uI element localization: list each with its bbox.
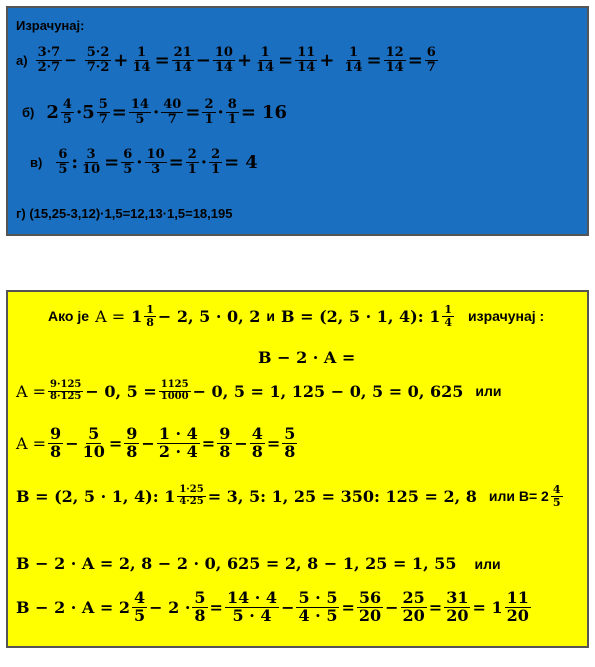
fraction: $\frac{5}{8}$ bbox=[194, 588, 206, 625]
fraction: $\frac{4}{8}$ bbox=[251, 424, 263, 461]
fraction: $\frac{5 \cdot 5}{4 \cdot 5}$ bbox=[298, 588, 338, 625]
fraction: $\frac{9}{8}$ bbox=[126, 424, 138, 461]
fraction: $\frac{10}{14}$ bbox=[214, 45, 233, 75]
result-decimal: B − 2 · A = 2, 8 − 2 · 0, 625 = 2, 8 − 1, 25 = 1, 55 или bbox=[16, 554, 501, 573]
fraction: $\frac{3\cdot 7}{2\cdot 7}$ bbox=[37, 45, 61, 75]
fraction: $\frac{11}{20}$ bbox=[506, 588, 529, 625]
fraction: $\frac{6}{7}$ bbox=[426, 45, 436, 75]
fraction: $\frac{2}{1}$ bbox=[204, 97, 214, 127]
label-b: б) bbox=[22, 104, 35, 120]
calc-a-fraction: A = $\frac{9}{8}$ − $\frac{5}{10}$ = $\frac{9}{8}$ − $\frac{1 \cdot 4}{2 \cdot 4}$ = $\frac{9}{8}$ − $\frac{4}{8}$ = $\frac{5}{8}$ bbox=[16, 424, 296, 461]
fraction: $\frac{25}{20}$ bbox=[402, 588, 425, 625]
fraction: $\frac{3}{10}$ bbox=[82, 147, 101, 177]
fraction: $\frac{40}{7}$ bbox=[163, 97, 182, 127]
fraction: $\frac{5}{8}$ bbox=[284, 424, 296, 461]
fraction: $\frac{6}{5}$ bbox=[123, 147, 133, 177]
fraction: $\frac{8}{1}$ bbox=[227, 97, 237, 127]
fraction: $\frac{1}{8}$ bbox=[146, 303, 154, 329]
fraction: $\frac{2}{1}$ bbox=[211, 147, 221, 177]
calc-a-decimal: A = $\frac{9\cdot 125}{8\cdot 125}$ − 0, 5 = $\frac{1125}{1000}$ − 0, 5 = 1, 125 − 0, 5 = 0, 625 или bbox=[16, 379, 502, 402]
fraction: $\frac{2}{1}$ bbox=[187, 147, 197, 177]
fraction: $\frac{9}{8}$ bbox=[50, 424, 62, 461]
fraction: $\frac{5}{10}$ bbox=[82, 424, 105, 461]
expression-target: B − 2 · A = bbox=[258, 348, 356, 367]
fraction: $\frac{4}{5}$ bbox=[552, 483, 561, 509]
fraction: $\frac{4}{5}$ bbox=[62, 97, 72, 127]
fraction: $\frac{10}{3}$ bbox=[146, 147, 165, 177]
result-fraction: B − 2 · A = 2 $\frac{4}{5}$ − 2 · $\frac{5}{8}$ = $\frac{14 \cdot 4}{5 \cdot 4}$ − $\frac{5 \cdot 5}{4 \cdot 5}$ = $\frac{56}{20}$ − $\frac{25}{20}$ = $\frac{31}{20}$ = 1 $\frac{11}{20}$ bbox=[16, 588, 529, 625]
label-a: а) bbox=[16, 52, 28, 68]
fraction: $\frac{14 \cdot 4}{5 \cdot 4}$ bbox=[226, 588, 278, 625]
calc-b: B = (2, 5 · 1, 4): 1 $\frac{1\cdot 25}{4\cdot 25}$ = 3, 5: 1, 25 = 350: 125 = 2, 8 или B= 2 $\frac{4}{5}$ bbox=[16, 483, 561, 509]
fraction: $\frac{21}{14}$ bbox=[173, 45, 192, 75]
fraction: $\frac{31}{20}$ bbox=[446, 588, 469, 625]
fraction: $\frac{5}{7}$ bbox=[98, 97, 108, 127]
fraction: $\frac{1 \cdot 4}{2 \cdot 4}$ bbox=[158, 424, 198, 461]
fraction: $\frac{9\cdot 125}{8\cdot 125}$ bbox=[50, 379, 82, 402]
fraction: $\frac{6}{5}$ bbox=[58, 147, 68, 177]
fraction: $\frac{9}{8}$ bbox=[219, 424, 231, 461]
fraction: $\frac{14}{5}$ bbox=[130, 97, 149, 127]
exercise-title: Израчунај: bbox=[16, 18, 85, 33]
fraction: $\frac{56}{20}$ bbox=[358, 588, 382, 625]
label-c: в) bbox=[30, 154, 43, 170]
equation-d: г) (15,25-3,12)·1,5=12,13·1,5=18,195 bbox=[16, 206, 233, 221]
exercise-box-blue bbox=[6, 6, 589, 236]
exercise-box-yellow bbox=[6, 290, 589, 648]
fraction: $\frac{1}{14}$ bbox=[132, 45, 151, 75]
result-b: 16 bbox=[261, 101, 287, 123]
result-c: 4 bbox=[245, 151, 258, 173]
fraction: $\frac{1}{14}$ bbox=[256, 45, 275, 75]
fraction: $\frac{5\cdot 2}{7\cdot 2}$ bbox=[86, 45, 110, 75]
fraction: $\frac{12}{14}$ bbox=[385, 45, 404, 75]
fraction: $\frac{1125}{1000}$ bbox=[160, 379, 189, 402]
equation-b: б) 2 $\frac{4}{5}$ · 5 $\frac{5}{7}$ = $\frac{14}{5}$ · $\frac{40}{7}$ = $\frac{2}{1}$ · $\frac{8}{1}$ = 16 bbox=[22, 97, 287, 127]
fraction: $\frac{1}{4}$ bbox=[444, 303, 453, 329]
fraction: $\frac{1\cdot 25}{4\cdot 25}$ bbox=[179, 484, 204, 507]
equation-c: в) $\frac{6}{5}$ : $\frac{3}{10}$ = $\frac{6}{5}$ · $\frac{10}{3}$ = $\frac{2}{1}$ · $\frac{2}{1}$ = 4 bbox=[30, 147, 258, 177]
fraction: $\frac{1}{14}$ bbox=[344, 45, 363, 75]
fraction: $\frac{11}{14}$ bbox=[297, 45, 316, 75]
problem-statement: Ако је A = 1 $\frac{1}{8}$ − 2, 5 · 0, 2 и B = (2, 5 · 1, 4): 1 $\frac{1}{4}$ израчунај : bbox=[48, 303, 545, 329]
equation-a: а) $\frac{3\cdot 7}{2\cdot 7}$ − $\frac{5\cdot 2}{7\cdot 2}$ + $\frac{1}{14}$ = $\frac{21}{14}$ − $\frac{10}{14}$ + $\frac{1}{14}$ = $\frac{11}{14}$ + $\frac{1}{14}$ = $\frac{12}{14}$ = $\frac{6}{7}$ bbox=[16, 45, 436, 75]
fraction: $\frac{4}{5}$ bbox=[134, 588, 146, 625]
instruction-calculate: израчунај : bbox=[468, 308, 545, 325]
